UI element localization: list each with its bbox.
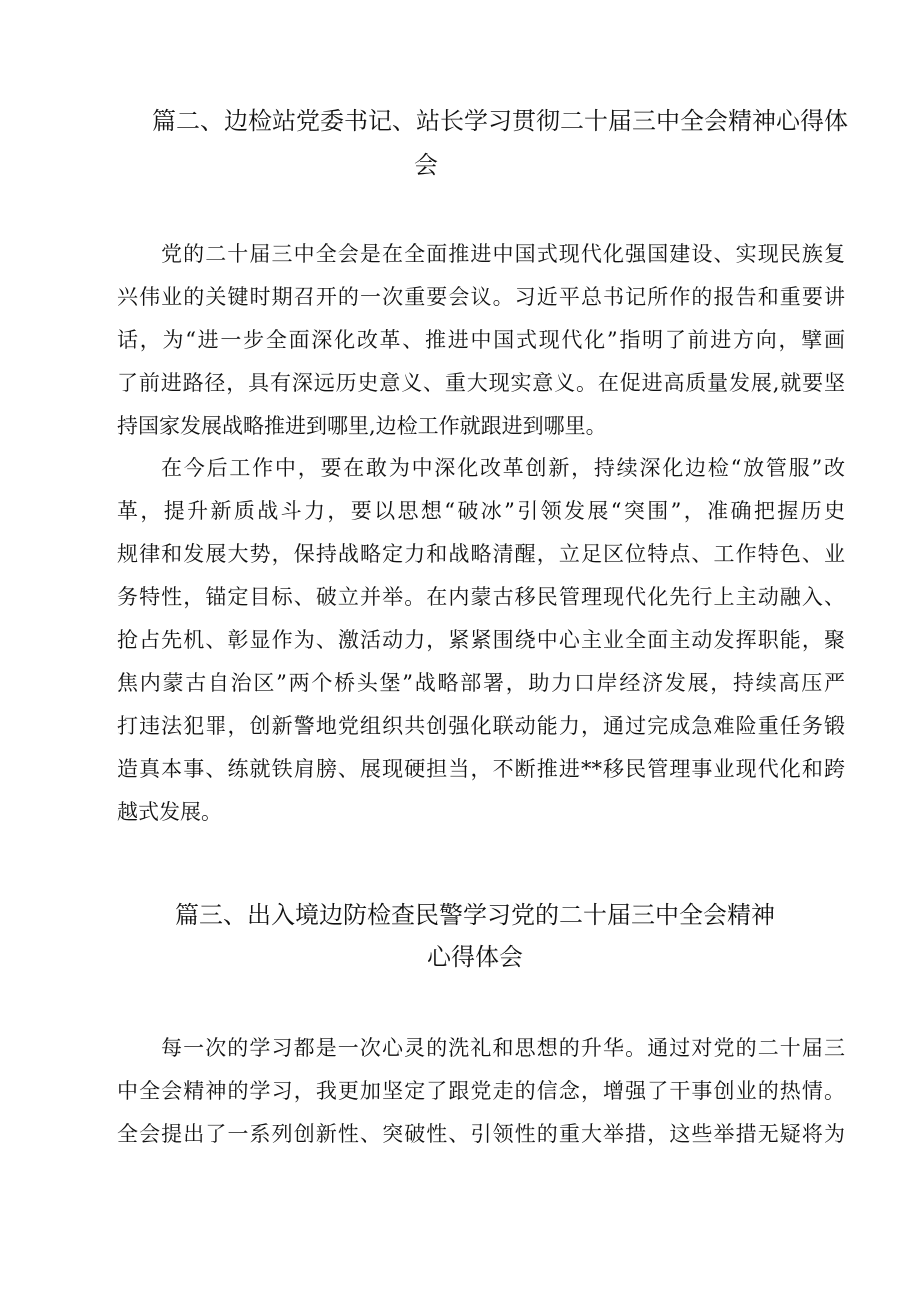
text-line: 造真本事、练就铁肩膀、展现硬担当，不断推进**移民管理事业现代化和跨 <box>117 757 845 781</box>
section3-title-continuation: 心得体会 <box>427 943 523 971</box>
section2-paragraph-2 <box>117 447 845 834</box>
section2-paragraph-1 <box>117 233 845 448</box>
text-line: 越式发展。 <box>117 800 222 824</box>
text-line: 话，为“进一步全面深化改革、推进中国式现代化”指明了前进方向，擘画 <box>117 328 845 352</box>
text-line: 每一次的学习都是一次心灵的洗礼和思想的升华。通过对党的二十届三 <box>161 1036 845 1060</box>
section2-title-continuation: 会 <box>414 151 438 179</box>
section3-paragraph-1 <box>117 1027 845 1156</box>
text-line: 在今后工作中，要在敢为中深化改革创新，持续深化边检“放管服”改 <box>161 456 845 480</box>
text-line: 兴伟业的关键时期召开的一次重要会议。习近平总书记所作的报告和重要讲 <box>117 285 845 309</box>
text-line: 务特性，锚定目标、破立并举。在内蒙古移民管理现代化先行上主动融入、 <box>117 585 845 609</box>
text-line: 中全会精神的学习，我更加坚定了跟党走的信念，增强了干事创业的热情。 <box>117 1079 845 1103</box>
text-line: 党的二十届三中全会是在全面推进中国式现代化强国建设、实现民族复 <box>161 242 845 266</box>
text-line: 打违法犯罪，创新警地党组织共创强化联动能力，通过完成急难险重任务锻 <box>117 714 845 738</box>
text-line: 全会提出了一系列创新性、突破性、引领性的重大举措，这些举措无疑将为 <box>117 1122 845 1146</box>
section3-title: 篇三、出入境边防检查民警学习党的二十届三中全会精神 <box>175 901 775 929</box>
text-line: 了前进路径，具有深远历史意义、重大现实意义。在促进高质量发展,就要坚 <box>117 371 845 395</box>
text-line: 规律和发展大势，保持战略定力和战略清醒，立足区位特点、工作特色、业 <box>117 542 845 566</box>
text-line: 焦内蒙古自治区”两个桥头堡”战略部署，助力口岸经济发展，持续高压严 <box>117 671 845 695</box>
text-line: 革，提升新质战斗力，要以思想“破冰”引领发展“突围”，准确把握历史 <box>117 499 845 523</box>
section2-title: 篇二、边检站党委书记、站长学习贯彻二十届三中全会精神心得体 <box>152 107 848 135</box>
text-line: 抢占先机、彰显作为、激活动力，紧紧围绕中心主业全面主动发挥职能，聚 <box>117 628 845 652</box>
text-line: 持国家发展战略推进到哪里,边检工作就跟进到哪里。 <box>117 414 607 438</box>
